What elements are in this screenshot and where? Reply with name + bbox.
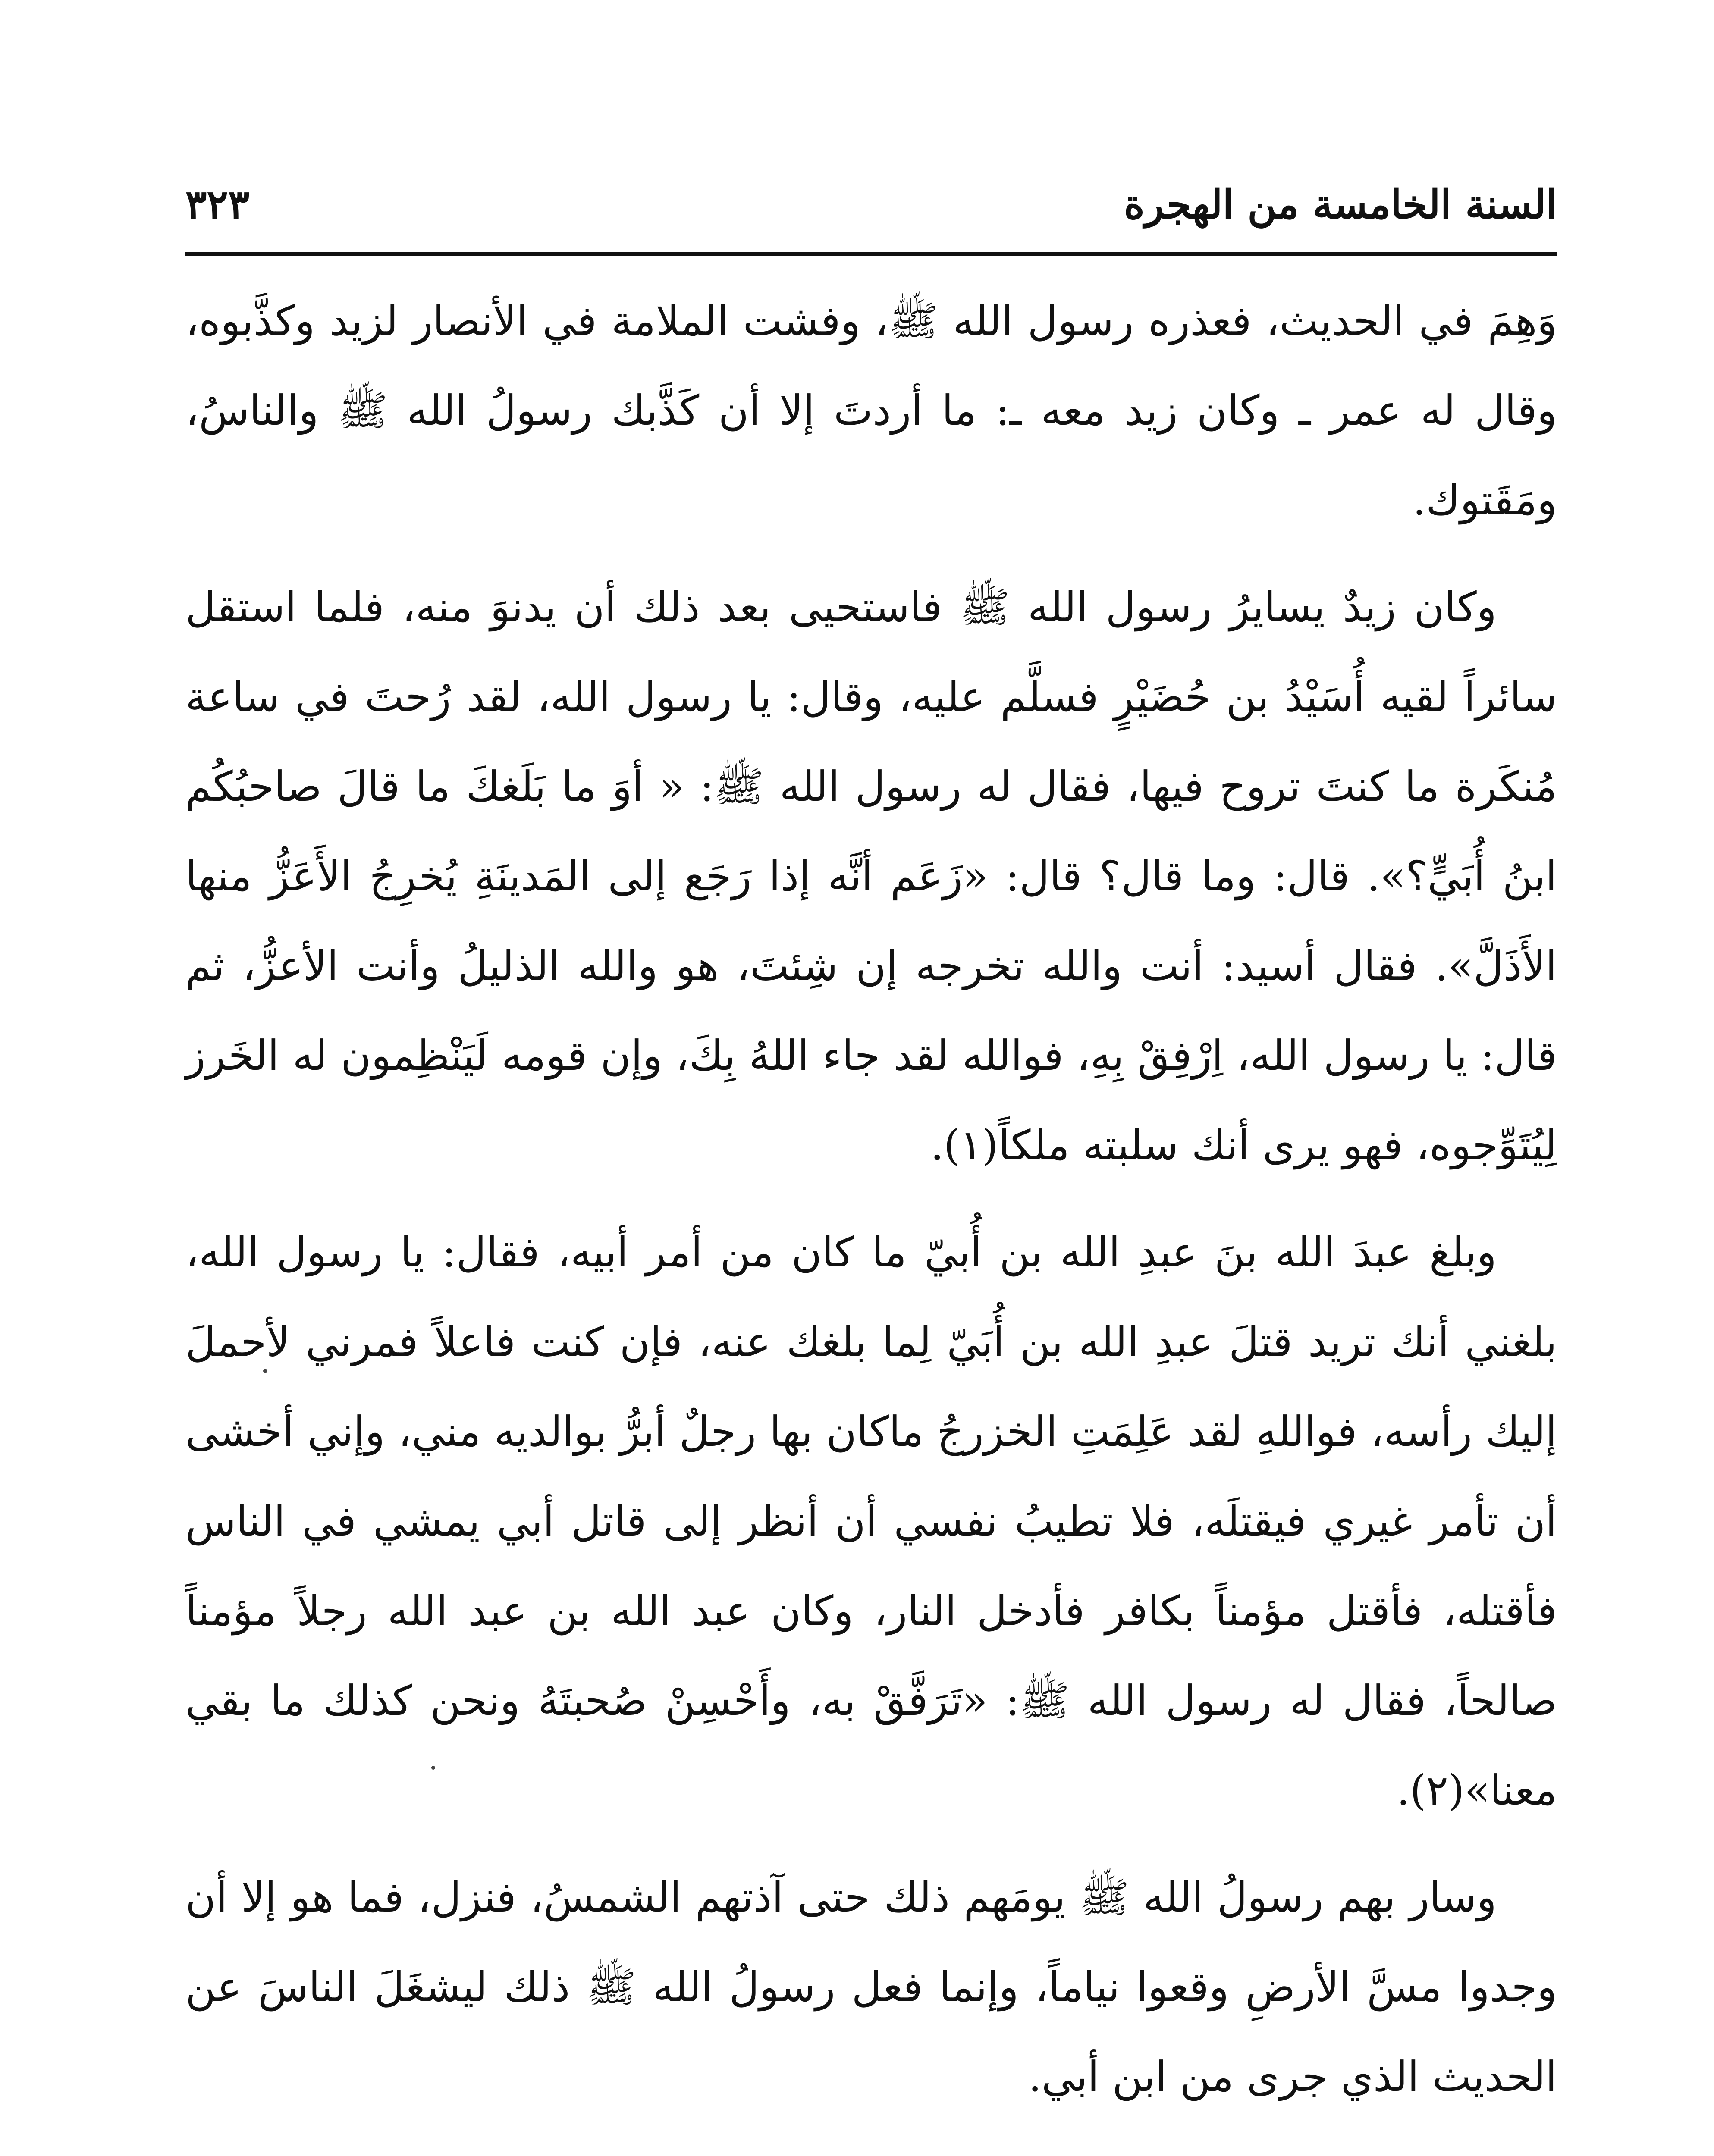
paragraph-1: وَهِمَ في الحديث، فعذره رسول الله ﷺ، وفشت الملامة في الأنصار لزيد وكذَّبوه، وقال له عمر ـ وكان زيد معه ـ: ما أردتَ إلا أن كَذَّبك رسولُ الله ﷺ والناسُ، ومَقَتوك. [185,297,1557,524]
page-header [185,172,1557,237]
paragraph-3: وبلغ عبدَ الله بنَ عبدِ الله بن أُبيّ ما كان من أمر أبيه، فقال: يا رسول الله، بلغني أنك تريد قتلَ عبدِ الله بن أُبَيّ لِما بلغك عنه، فإن كنت فاعلاً فمرني لأحملَ إليك رأسه، فواللهِ لقد عَلِمَتِ الخزرجُ ماكان بها رجلٌ أبرُّ بوالديه مني، وإني أخشى أن تأمر غيري فيقتلَه، فلا تطيبُ نفسي أن أنظر إلى قاتل أبي يمشي في الناس فأقتله، فأقتل مؤمناً بكافر فأدخل النار، وكان عبد الله بن عبد الله رجلاً مؤمناً صالحاً، فقال له رسول الله ﷺ: «تَرَفَّقْ به، وأَحْسِنْ صُحبتَهُ ونحن كذلك ما بقي معنا»(٢). [185,1228,1557,1814]
main-text [185,276,1557,2156]
page-number: ٣٢٣ [185,181,250,228]
paragraph-2: وكان زيدٌ يسايرُ رسول الله ﷺ فاستحيى بعد ذلك أن يدنوَ منه، فلما استقل سائراً لقيه أُسَيْدُ بن حُضَيْرٍ فسلَّم عليه، وقال: يا رسول الله، لقد رُحتَ في ساعة مُنكَرة ما كنتَ تروح فيها، فقال له رسول الله ﷺ: « أوَ ما بَلَغكَ ما قالَ صاحبُكُم ابنُ أُبَيٍّ؟». قال: وما قال؟ قال: «زَعَم أنَّه إذا رَجَع إلى المَدينَةِ يُخرِجُ الأَعَزُّ منها الأَذَلَّ». فقال أسيد: أنت والله تخرجه إن شِئتَ، هو والله الذليلُ وأنت الأعزُّ، ثم قال: يا رسول الله، اِرْفِقْ بِهِ، فوالله لقد جاء اللهُ بِكَ، وإن قومه لَيَنْظِمون له الخَرز لِيُتَوِّجوه، فهو يرى أنك سلبته ملكاً(١). [185,583,1557,1169]
running-title: السنة الخامسة من الهجرة [1124,181,1557,228]
scan-speck [263,1369,267,1373]
paragraph-4: وسار بهم رسولُ الله ﷺ يومَهم ذلك حتى آذتهم الشمسُ، فنزل، فما هو إلا أن وجدوا مسَّ الأرضِ وقعوا نياماً، وإنما فعل رسولُ الله ﷺ ذلك ليشغَلَ الناسَ عن الحديث الذي جرى من ابن أبي. [185,1873,1557,2101]
scan-speck [431,1766,435,1770]
paragraph-5 [185,2139,1557,2156]
header-rule [185,252,1557,256]
